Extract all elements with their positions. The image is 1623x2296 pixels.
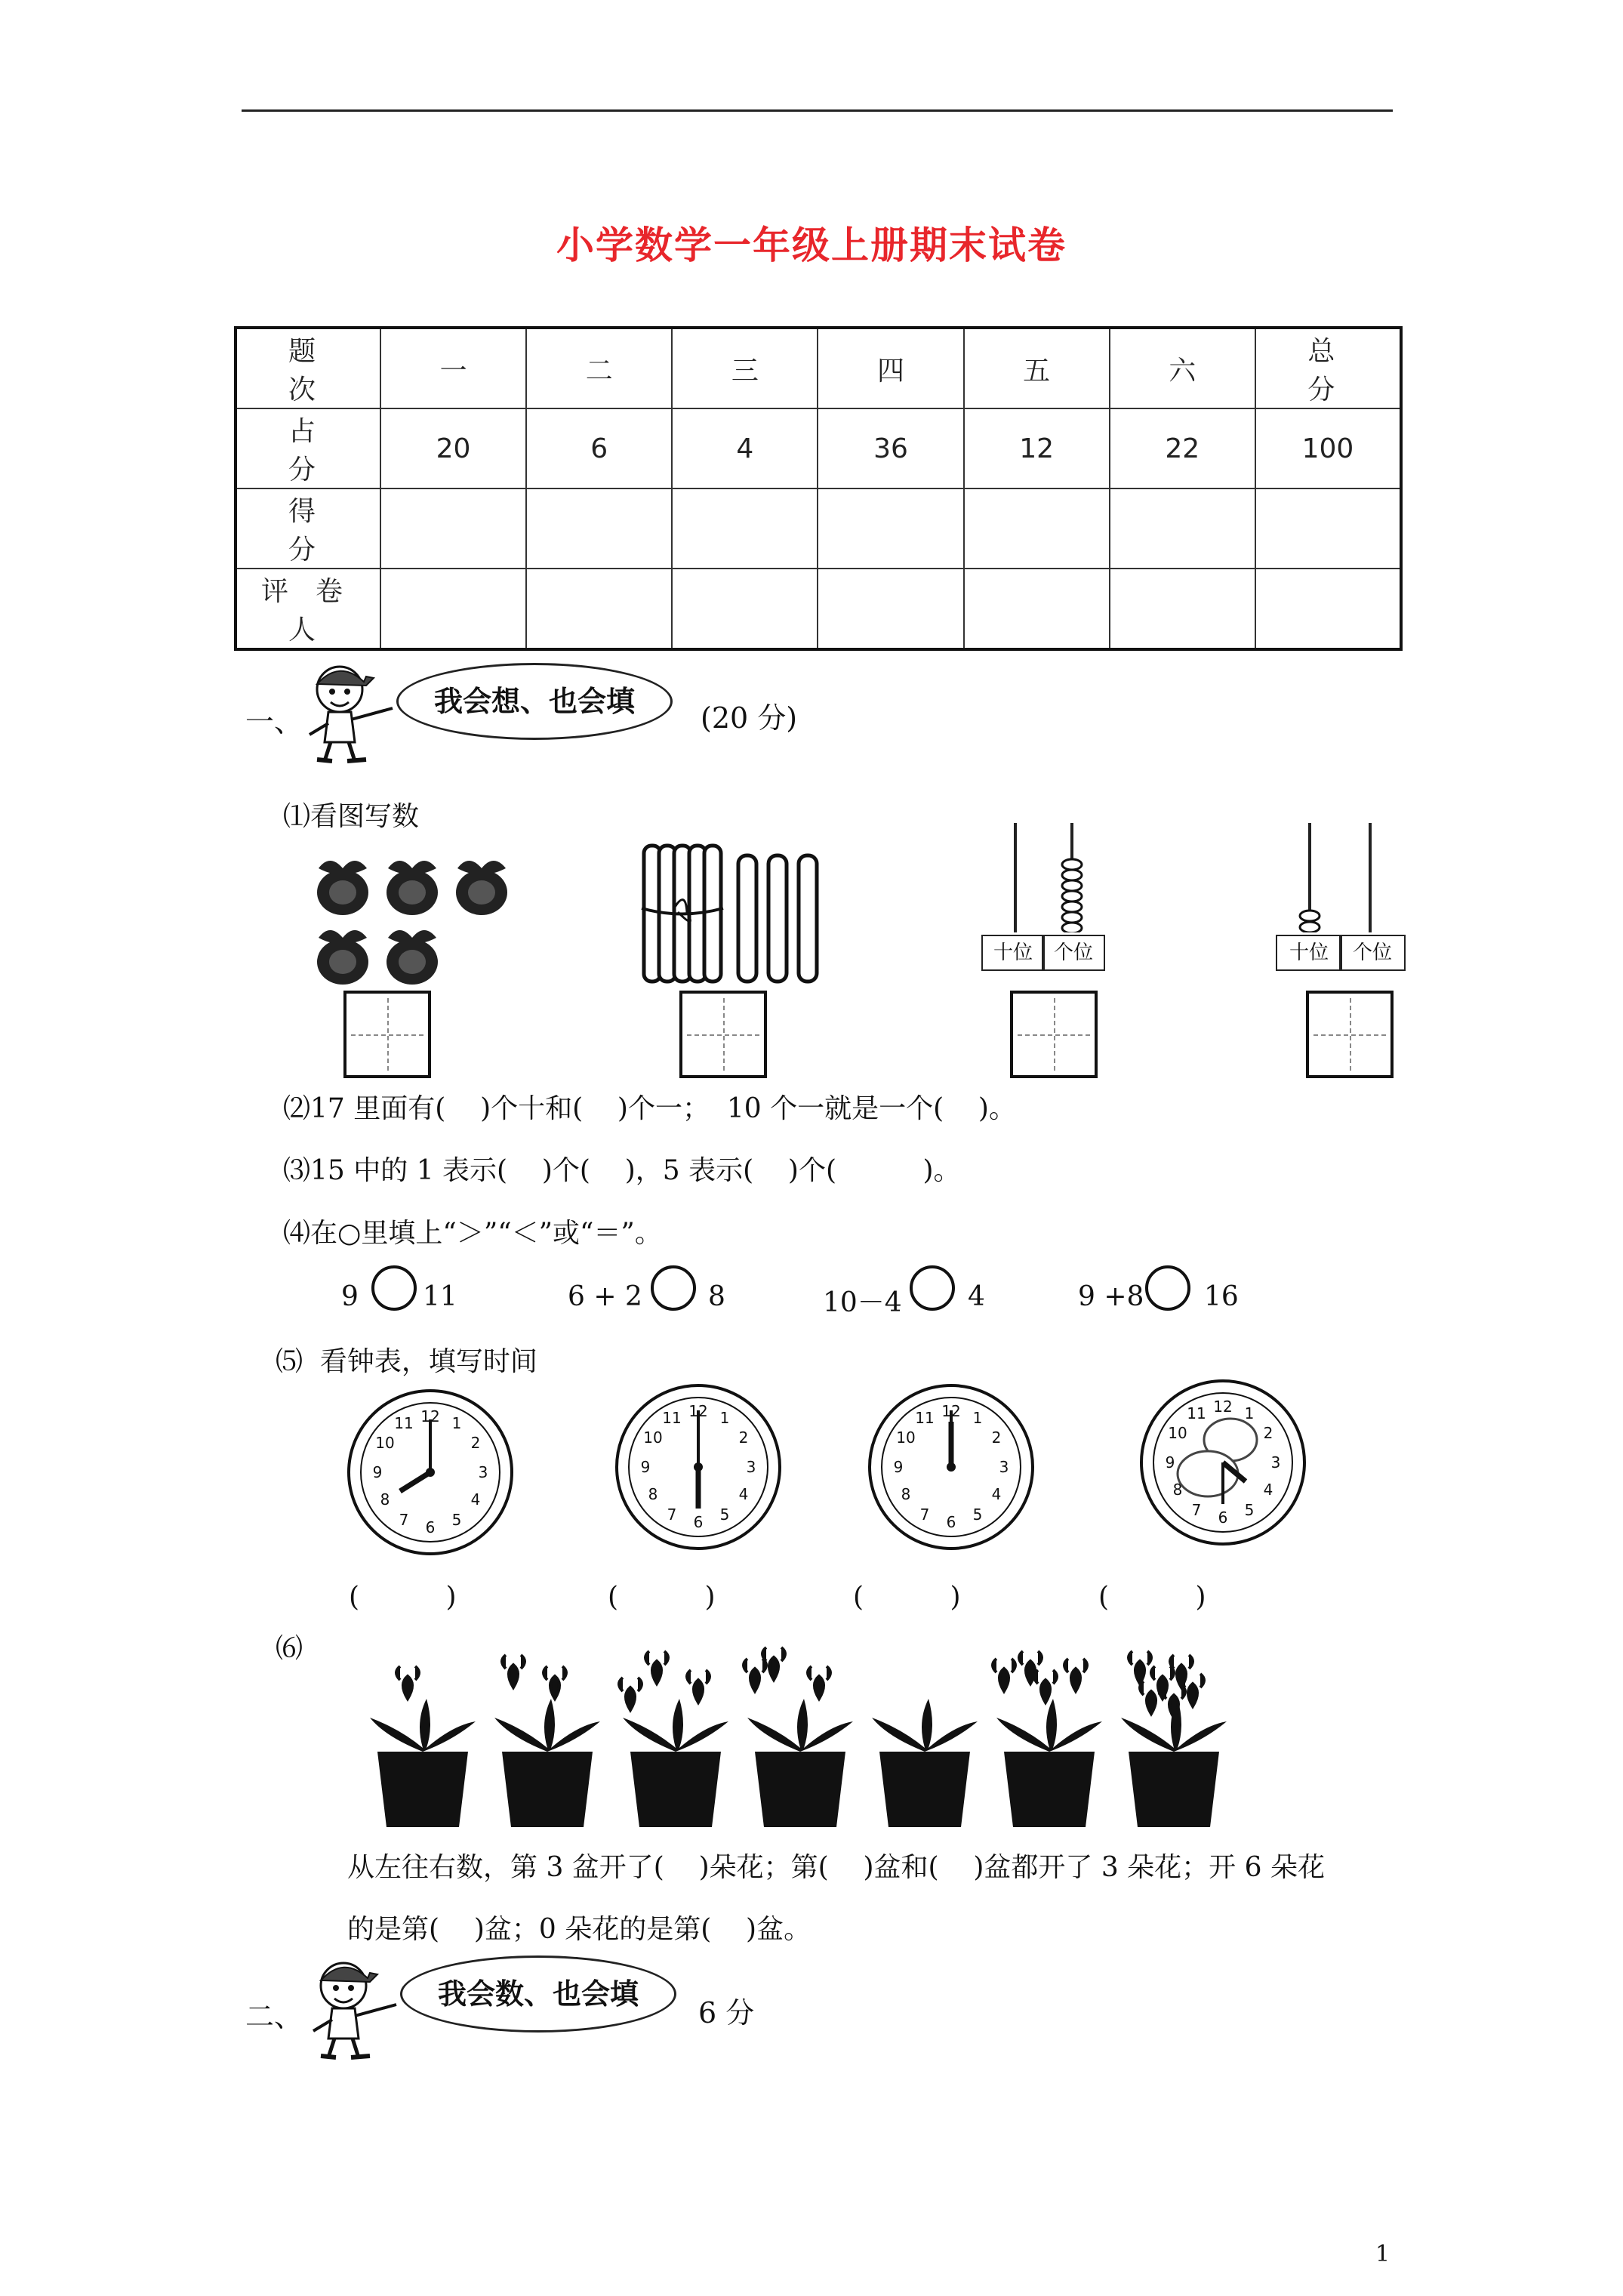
compare4-right: 16: [1204, 1281, 1239, 1312]
score-table-row: [236, 569, 1401, 649]
score-cell[interactable]: [818, 488, 963, 569]
clock2-answer[interactable]: ( ): [608, 1582, 716, 1613]
peaches-icon: [311, 853, 519, 989]
score-cell: 六: [1110, 328, 1255, 408]
compare2-right: 8: [708, 1281, 725, 1312]
compare1-right: 11: [423, 1281, 457, 1312]
score-table-row: [236, 408, 1401, 488]
section2-points: 6 分: [698, 1996, 755, 2029]
section2-number: 二、: [245, 2000, 303, 2033]
section2-bubble: 我会数、也会填: [400, 1955, 676, 2032]
compare4-left: 9 +8: [1078, 1281, 1144, 1312]
q1-label: ⑴看图写数: [283, 801, 420, 832]
clock-eight-oclock-icon: [343, 1385, 517, 1559]
page-title: 小学数学一年级上册期末试卷: [556, 223, 1067, 267]
score-cell: 100: [1255, 408, 1401, 488]
compare2-circle[interactable]: [651, 1265, 696, 1311]
score-row-header: 题 次: [236, 328, 380, 408]
clock-six-oclock-icon: [611, 1380, 785, 1554]
cartoon-pirate-icon: [298, 1952, 411, 2061]
score-table-row: [236, 328, 1401, 408]
score-cell: 4: [672, 408, 818, 488]
score-row-header: 得 分: [236, 488, 380, 569]
page-number: 1: [1375, 2241, 1390, 2267]
score-cell[interactable]: [964, 488, 1110, 569]
score-cell[interactable]: [672, 569, 818, 649]
answer-box-abacus2[interactable]: [1306, 991, 1394, 1078]
score-cell[interactable]: [526, 488, 672, 569]
score-cell: 12: [964, 408, 1110, 488]
q6-text-line1: 从左往右数，第 3 盆开了( )朵花；第( )盆和( )盆都开了 3 朵花；开 6 朵花: [347, 1852, 1325, 1883]
answer-box-abacus1[interactable]: [1010, 991, 1098, 1078]
score-cell[interactable]: [1255, 569, 1401, 649]
score-table-row: [236, 488, 1401, 569]
clock-twelve-oclock-icon: [864, 1380, 1038, 1554]
abacus-rods-icon: [1276, 819, 1389, 932]
clock4-answer[interactable]: ( ): [1098, 1582, 1206, 1613]
compare4-circle[interactable]: [1145, 1265, 1190, 1311]
score-cell: 三: [672, 328, 818, 408]
score-cell[interactable]: [964, 569, 1110, 649]
abacus2-tens-label: 十位: [1276, 935, 1342, 971]
score-cell: 36: [818, 408, 963, 488]
clock1-answer[interactable]: ( ): [349, 1582, 457, 1613]
abacus1-tens-label: 十位: [981, 935, 1045, 971]
score-cell: 20: [380, 408, 526, 488]
sticks-bundle-icon: [640, 837, 821, 988]
score-cell: 二: [526, 328, 672, 408]
q5-label: ⑸ 看钟表，填写时间: [276, 1346, 537, 1377]
score-row-header: 占 分: [236, 408, 380, 488]
section1-points: (20 分): [701, 701, 798, 735]
score-cell: 一: [380, 328, 526, 408]
compare3-left: 10－4: [823, 1287, 902, 1318]
compare1-circle[interactable]: [371, 1265, 417, 1311]
cartoon-pirate-icon: [294, 655, 408, 765]
score-row-header: 评卷人: [236, 569, 380, 649]
header-rule: [242, 109, 1393, 112]
abacus1-ones-label: 个位: [1042, 935, 1105, 971]
score-table: [234, 326, 1403, 651]
compare1-left: 9: [341, 1281, 359, 1312]
score-cell: 22: [1110, 408, 1255, 488]
compare3-circle[interactable]: [910, 1265, 955, 1311]
score-cell: 五: [964, 328, 1110, 408]
q4-text: ⑷在○里填上“＞”“＜”或“＝”。: [283, 1218, 662, 1249]
q2-text: ⑵17 里面有( )个十和( )个一； 10 个一就是一个( )。: [283, 1093, 1016, 1124]
abacus2-ones-label: 个位: [1339, 935, 1406, 971]
answer-box-sticks[interactable]: [679, 991, 767, 1078]
compare2-left: 6 + 2: [568, 1281, 642, 1312]
score-cell[interactable]: [672, 488, 818, 569]
clock3-answer[interactable]: ( ): [853, 1582, 961, 1613]
abacus-rods-icon: [981, 819, 1095, 932]
score-cell[interactable]: [1110, 569, 1255, 649]
answer-box-peaches[interactable]: [343, 991, 431, 1078]
score-cell[interactable]: [380, 569, 526, 649]
flower-pots-icon: [362, 1646, 1283, 1835]
score-cell[interactable]: [526, 569, 672, 649]
q3-text: ⑶15 中的 1 表示( )个( )，5 表示( )个( )。: [283, 1155, 961, 1186]
section1-bubble: 我会想、也会填: [396, 663, 673, 740]
compare3-right: 4: [968, 1281, 985, 1312]
score-cell[interactable]: [1110, 488, 1255, 569]
score-cell[interactable]: [1255, 488, 1401, 569]
clock-with-fruit-icon: [1136, 1376, 1310, 1549]
score-cell: 6: [526, 408, 672, 488]
score-cell[interactable]: [818, 569, 963, 649]
score-cell: 四: [818, 328, 963, 408]
score-cell: 总 分: [1255, 328, 1401, 408]
q6-label: ⑹: [276, 1633, 303, 1664]
section1-number: 一、: [245, 705, 303, 738]
q6-text-line2: 的是第( )盆；0 朵花的是第( )盆。: [347, 1914, 812, 1945]
score-cell[interactable]: [380, 488, 526, 569]
